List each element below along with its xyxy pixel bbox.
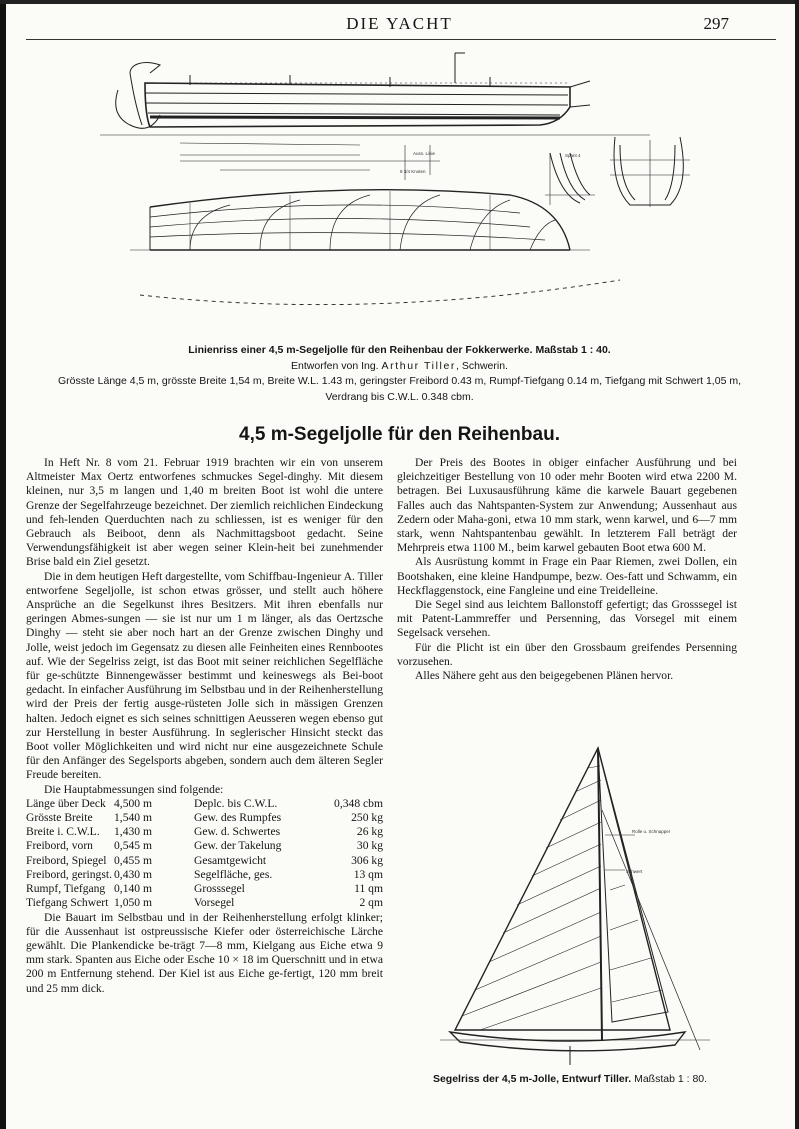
mainsail	[455, 748, 670, 1030]
body-plan-view	[545, 137, 690, 207]
figure2-caption-scale: Maßstab 1 : 80.	[634, 1073, 708, 1085]
forestay	[602, 810, 700, 1050]
sail-note-a: Rolle u. Schnapper	[632, 829, 671, 834]
drawing-note-a: 8 3/4 Knoten	[400, 169, 426, 174]
figure1-caption-dimensions: Grösste Länge 4,5 m, grösste Breite 1,54 m, Breite W.L. 1.43 m, geringster Freibord 0.43 m, Rumpf-Tiefgang 0.14 m, Tiefgang mit Schwert 1,05 m,	[57, 375, 741, 387]
article-title: 4,5 m-Segeljolle für den Reihenbau.	[239, 424, 560, 445]
figure1-designer-suffix: , Schwerin.	[456, 359, 508, 372]
journal-running-head: DIE YACHT	[346, 14, 453, 33]
table-row: Tiefgang Schwert 1,050 m Vorsegel 2 qm	[26, 896, 383, 910]
article-paragraph: Die Bauart im Selbstbau und in der Reihenherstellung erfolgt klinker; für die Aussenhaut ist ostpreussische Kiefer oder österreichische Lärche gewählt. Die Plankendicke be-trägt 7—8 mm, Kielgang aus Eiche etwa 9 mm stark. Spanten aus Eiche oder Esche 10 × 18 im Querschnitt und in etwa 200 m Entfernung stehend. Der Kiel ist aus Eiche ge-fertigt, 120 mm breit und 25 mm dick.	[26, 910, 383, 995]
dimensions-table	[26, 797, 383, 911]
article-right-column	[397, 456, 737, 683]
sheer-line-lower	[140, 280, 620, 305]
hull-outline	[450, 1032, 685, 1051]
table-row: Grösste Breite 1,540 m Gew. des Rumpfes 250 kg	[26, 811, 383, 825]
table-row: Länge über Deck 4,500 m Deplc. bis C.W.L. 0,348 cbm	[26, 796, 383, 810]
figure2-caption-title: Segelriss der 4,5 m-Jolle, Entwurf Tiller.	[432, 1073, 632, 1085]
station-lines	[180, 143, 440, 180]
figure2-caption	[400, 1073, 740, 1085]
scan-border-left	[0, 0, 6, 1129]
article-paragraph: Die Segel sind aus leichtem Ballonstoff gefertigt; das Grosssegel ist mit Patent-Lammreffer und Persenning, das Vorsegel mit einem Segelsack versehen.	[397, 598, 737, 640]
sail-plan-drawing	[420, 740, 720, 1070]
sail-seams	[462, 766, 662, 1030]
article-paragraph: Als Ausrüstung kommt in Frage ein Paar Riemen, zwei Dollen, ein Bootshaken, eine kleine Handpumpe, bezw. Oes-fatt und Schwamm, ein Heckflaggenstock, eine Fangleine und eine Treidelleine.	[397, 555, 737, 597]
hull-profile-view	[100, 53, 650, 135]
table-row: Breite i. C.W.L. 1,430 m Gew. d. Schwertes 26 kg	[26, 825, 383, 839]
lines-plan-drawing	[90, 45, 730, 330]
table-row: Freibord, Spiegel 0,455 m Gesamtgewicht 306 kg	[26, 853, 383, 867]
half-breadth-plan	[130, 190, 590, 250]
table-row: Rumpf, Tiefgang 0,140 m Grosssegel 11 qm	[26, 882, 383, 896]
dimensions-intro: Die Hauptabmessungen sind folgende:	[44, 782, 224, 796]
table-row: Freibord, geringst. 0,430 m Segelfläche, ges. 13 qm	[26, 867, 383, 881]
figure1-caption	[0, 343, 799, 405]
header-rule	[26, 39, 776, 40]
figure1-caption-scale: Maßstab 1 : 40.	[535, 344, 611, 356]
scan-border-top	[0, 0, 799, 4]
article-paragraph: In Heft Nr. 8 vom 21. Februar 1919 brachten wir ein von unserem Altmeister Max Oertz entworfenes schmuckes Segel-dinghy. Mit diesem kleinen, nur 3,5 m langen und 1,40 m breiten Boot ist wohl die untere Grenze der Segelfahrzeuge bezeichnet. Der ziemlich reichlichen Eindeckung und feh-lenden Querduchten nach zu schliessen, ist es weniger für den Gebrauch als Beiboot, denn als Nachmittagsboot gedacht. Seine Verwendungsfähigkeit ist aber wegen seiner Klein-heit bei zunehmender Brise bald ein Ziel gesetzt.	[26, 456, 383, 569]
page-number: 297	[703, 14, 729, 33]
article-paragraph: Die in dem heutigen Heft dargestellte, vom Schiffbau-Ingenieur A. Tiller entworfene Segeljolle, ist schon etwas grösser, und stellt auch höhere Ansprüche an die Segelkunst ihres Besitzers. Mit ihren ebenfalls nur geringen Abmes-sungen — sie ist nur um 1 m länger, als das Oertzsche Dinghy — steht sie aber noch hart an der Grenze zwischen Dinghy und Jolle, weist jedoch im Gegensatz zu diesen alle Feinheiten eines Rennbootes auf. Wie der Segelriss zeigt, ist das Boot mit seiner reichlichen Segelfläche für ge-schützte Binnengewässer bestimmt und keineswegs als Bei-boot gedacht. In einfacher Ausführung im Selbstbau und in der Reihenherstellung wird der Preis der fertig ausge-rüsteten Jolle sich in mässigen Grenzen halten. Jedoch eignet es sich seines schnittigen Aeusseren wegen ebenso gut zur Herstellung in bester Ausführung. In seglerischer Hinsicht steckt das Boot voller Möglichkeiten und wird nicht nur eine ausgezeichnete Schule für den Anfänger des Segelsports abgeben, sondern auch dem älteren Segler Freude bereiten.	[26, 569, 383, 782]
drawing-note-b: Auss. Linie	[413, 151, 436, 156]
article-paragraph: Für die Plicht ist ein über den Grossbaum greifendes Persenning vorzusehen.	[397, 640, 737, 668]
scan-border-right	[795, 0, 799, 1129]
figure1-designer-prefix: Entworfen von Ing.	[291, 359, 379, 372]
article-paragraph: Alles Nähere geht aus den beigegebenen Plänen hervor.	[415, 669, 674, 683]
figure1-designer-name: Arthur Tiller	[381, 359, 457, 372]
figure1-caption-displacement: Verdrang bis C.W.L. 0.348 cbm.	[325, 390, 474, 403]
figure1-caption-title: Linienriss einer 4,5 m-Segeljolle für den Reihenbau der Fokkerwerke.	[188, 344, 533, 356]
drawing-note-c: Spant 4	[565, 153, 581, 158]
article-paragraph: Der Preis des Bootes in obiger einfacher Ausführung und bei gleichzeitiger Bestellung von 10 oder mehr Booten wird etwa 2200 M. betragen. Bei Luxusausführung käme die karwele Bauart gegebenen Falles auch das Nahtspanten-System zur Anwendung; Aussenhaut aus Zedern oder Maha-goni, etwa 10 mm stark, wenn karwel, und 6—7 mm stark, wenn Nahtspantenbau gewählt. In letzterem Fall beträgt der Mehrpreis etwa 1100 M., beim karwel gebauten Boot etwa 600 M.	[397, 456, 737, 555]
sail-note-b: Schwert	[626, 869, 643, 874]
table-row: Freibord, vorn 0,545 m Gew. der Takelung 30 kg	[26, 839, 383, 853]
article-left-column	[26, 456, 383, 996]
